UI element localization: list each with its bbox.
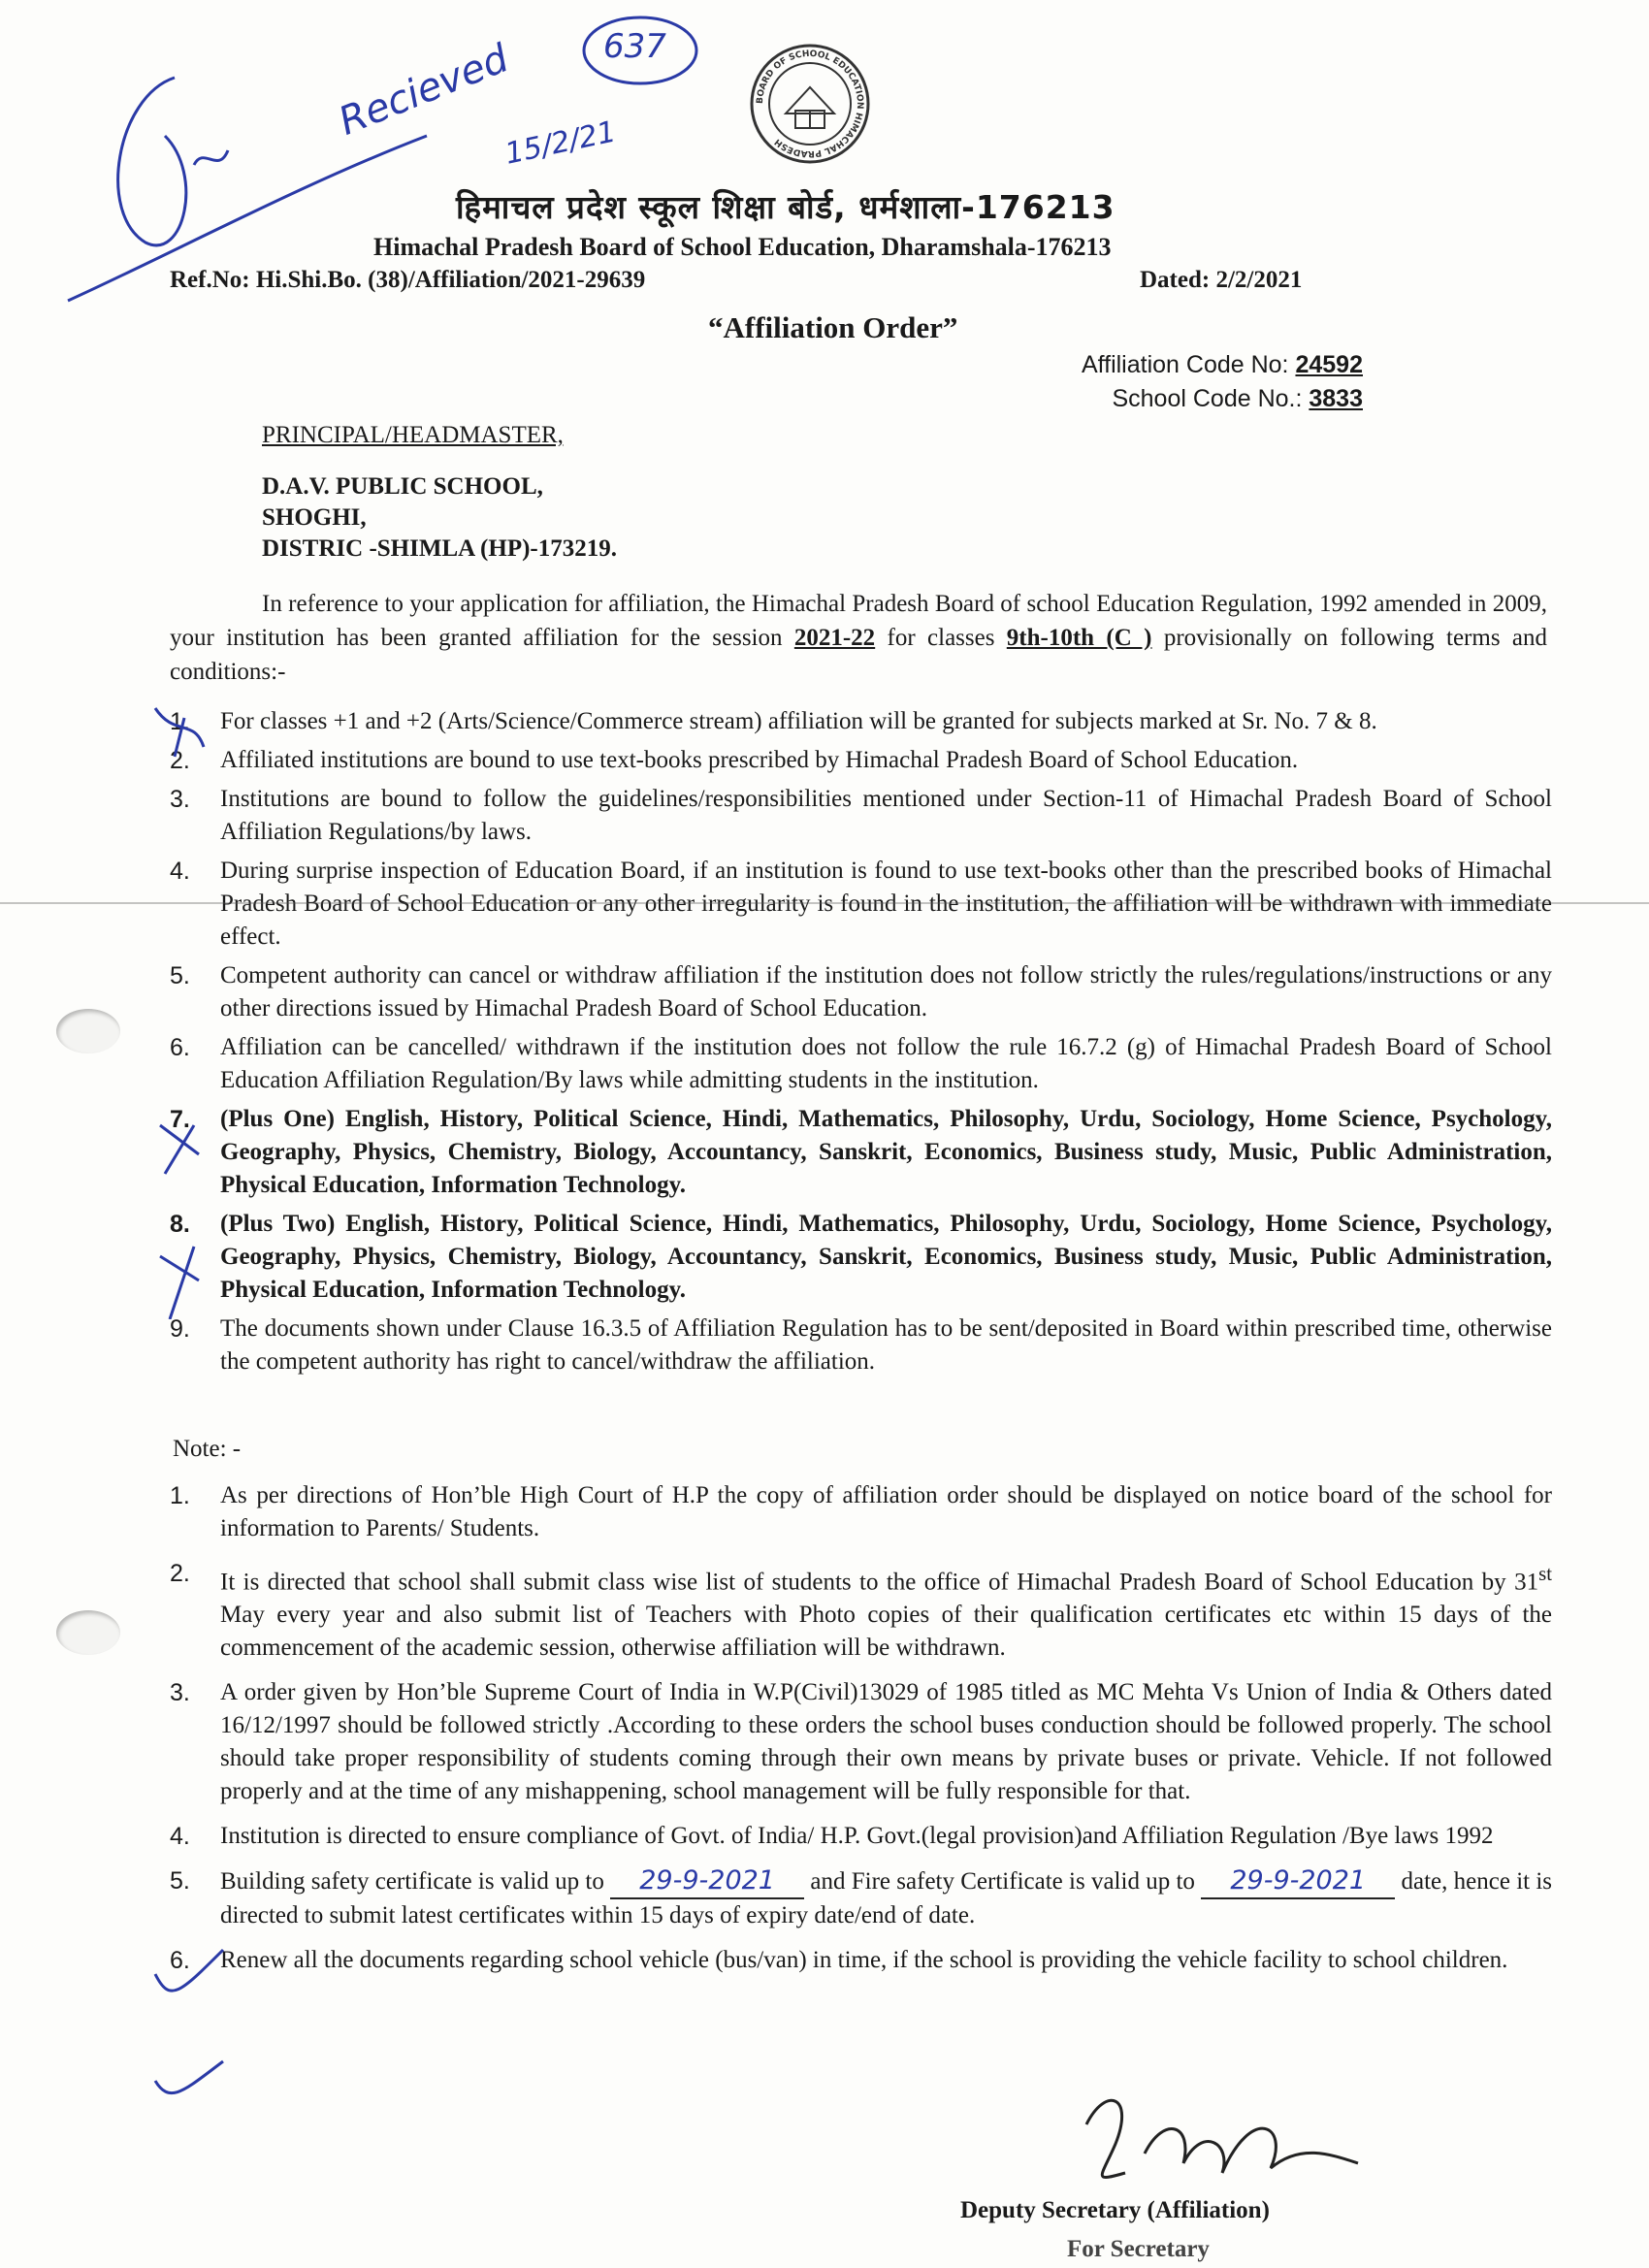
recipient-town: SHOGHI,: [262, 504, 367, 531]
notes-list: [170, 1479, 1552, 1983]
handwritten-serial: 637: [603, 27, 666, 66]
term-item: 9. The documents shown under Clause 16.3.5 of Affiliation Regulation has to be sent/deposited in Board within prescribed time, otherwise the competent authority has right to cancel/withdraw the affiliation.: [170, 1315, 1552, 1375]
note-item: 6. Renew all the documents regarding school vehicle (bus/van) in time, if the school is providing the vehicle facility to school children.: [170, 1947, 1508, 1975]
term-item: 8. (Plus Two) English, History, Political Science, Hindi, Mathematics, Philosophy, Urdu, Sociology, Home Science, Psychology, Geography, Physics, Chemistry, Biology, Accountancy, Sanskrit, Economics, Business study, Music, Public Administration, Physical Education, Information Technology.: [170, 1211, 1552, 1303]
note-item: 5. Building safety certificate is valid up to 29-9-2021 and Fire safety Certificate is valid up to 29-9-2021 date, hence it is directed to submit latest certificates within 15 days of expiry date/end of date.: [170, 1865, 1553, 1929]
board-title: Himachal Pradesh Board of School Education, Dharamshala-176213: [373, 233, 1112, 261]
handwritten-received: Recieved: [333, 36, 515, 145]
note-item: 1. As per directions of Hon’ble High Court of H.P the copy of affiliation order should be displayed on notice board of the school for information to Parents/ Students.: [170, 1482, 1552, 1541]
recipient-school: D.A.V. PUBLIC SCHOOL,: [262, 473, 543, 500]
recipient-title: PRINCIPAL/HEADMASTER,: [262, 422, 564, 448]
seal-text: BOARD OF SCHOOL EDUCATION HIMACHAL PRADESH: [755, 49, 865, 159]
signatory-for: For Secretary: [1067, 2236, 1210, 2262]
punch-hole: [56, 1009, 120, 1053]
school-code-value: 3833: [1309, 385, 1363, 412]
affiliation-code: [1082, 351, 1363, 379]
term-item: 3. Institutions are bound to follow the guidelines/responsibilities mentioned under Section-11 of Himachal Pradesh Board of School Affiliation Regulations/by laws.: [170, 786, 1552, 845]
fire-safety-date: 29-9-2021: [1201, 1864, 1395, 1899]
note-item: 4. Institution is directed to ensure compliance of Govt. of India/ H.P. Govt.(legal provision)and Affiliation Regulation /Bye laws 1992: [170, 1823, 1494, 1851]
intro-text-1: In reference to your application for affiliation, the Himachal Pradesh Board of school Education Regulation, 1992 amended in 2009, your institution has been granted affiliation for the session: [170, 591, 1547, 651]
intro-text-3: provisionally on following terms and conditions:-: [170, 625, 1547, 685]
building-safety-date: 29-9-2021: [610, 1864, 804, 1899]
intro-paragraph: [170, 587, 1547, 689]
document-title: “Affiliation Order”: [708, 310, 958, 344]
note-label: Note: -: [173, 1436, 242, 1462]
terms-list: [170, 705, 1552, 1384]
hindi-board-title: हिमाचल प्रदेश स्कूल शिक्षा बोर्ड, धर्मशाला-176213: [456, 188, 1116, 226]
punch-hole: [56, 1610, 120, 1655]
session-value: 2021-22: [793, 625, 876, 651]
note-item: 3. A order given by Hon’ble Supreme Court of India in W.P(Civil)13029 of 1985 titled as MC Mehta Vs Union of India & Others dated 16/12/1997 should be followed strictly .According to these orders the school buses conduction should be followed properly. The school should take proper responsibility of students coming through their own means by private buses or private. Vehicle. If not followed properly and at the time of any mishappening, school management will be fully responsible for that.: [170, 1679, 1552, 1805]
handwritten-received-date: 15/2/21: [501, 114, 620, 172]
term-item: 7. (Plus One) English, History, Political Science, Hindi, Mathematics, Philosophy, Urdu, Sociology, Home Science, Psychology, Geography, Physics, Chemistry, Biology, Accountancy, Sanskrit, Economics, Business study, Music, Public Administration, Physical Education, Information Technology.: [170, 1106, 1552, 1198]
issue-date: Dated: 2/2/2021: [1140, 267, 1303, 293]
reference-number: Ref.No: Hi.Shi.Bo. (38)/Affiliation/2021-29639: [170, 267, 646, 293]
handwritten-marks-icon: [146, 698, 233, 1319]
signature-icon: [1067, 2086, 1377, 2202]
recipient-district: DISTRIC -SHIMLA (HP)-173219.: [262, 535, 617, 562]
svg-text:BOARD OF SCHOOL EDUCATION HIMA: [756, 49, 864, 158]
classes-value: 9th-10th (C ): [1006, 625, 1152, 651]
intro-text-2: for classes: [875, 625, 1007, 651]
affiliation-code-value: 24592: [1295, 351, 1363, 378]
serial-circle: [580, 12, 700, 89]
term-item: 2. Affiliated institutions are bound to use text-books prescribed by Himachal Pradesh Board of School Education.: [170, 747, 1299, 774]
affiliation-code-label: Affiliation Code No:: [1081, 351, 1289, 378]
term-item: 1. For classes +1 and +2 (Arts/Science/Commerce stream) affiliation will be granted for subjects marked at Sr. No. 7 & 8.: [170, 708, 1377, 735]
school-code-label: School Code No.:: [1112, 385, 1303, 412]
handwritten-check-icon: [146, 1945, 233, 2110]
school-code: [1112, 385, 1363, 413]
term-item: 4. During surprise inspection of Education Board, if an institution is found to use text-books other than the prescribed books of Himachal Pradesh Board of School Education or any other irregularity is found in the institution, the affiliation will be withdrawn with immediate effect.: [170, 858, 1552, 950]
signatory-title: Deputy Secretary (Affiliation): [960, 2197, 1270, 2223]
page-fold-line: [0, 902, 1649, 904]
board-seal-icon: [747, 41, 873, 167]
note-item: 2. It is directed that school shall submit class wise list of students to the office of Himachal Pradesh Board of School Education by 31st May every year and also submit list of Teachers with Photo copies of their qualification certificates etc within 15 days of the commencement of the academic session, otherwise affiliation will be withdrawn.: [170, 1560, 1552, 1662]
term-item: 5. Competent authority can cancel or withdraw affiliation if the institution does not follow strictly the rules/regulations/instructions or any other directions issued by Himachal Pradesh Board of School Education.: [170, 962, 1552, 1021]
term-item: 6. Affiliation can be cancelled/ withdrawn if the institution does not follow the rule 16.7.2 (g) of Himachal Pradesh Board of School Education Affiliation Regulation/By laws while admitting students in the institution.: [170, 1034, 1552, 1093]
